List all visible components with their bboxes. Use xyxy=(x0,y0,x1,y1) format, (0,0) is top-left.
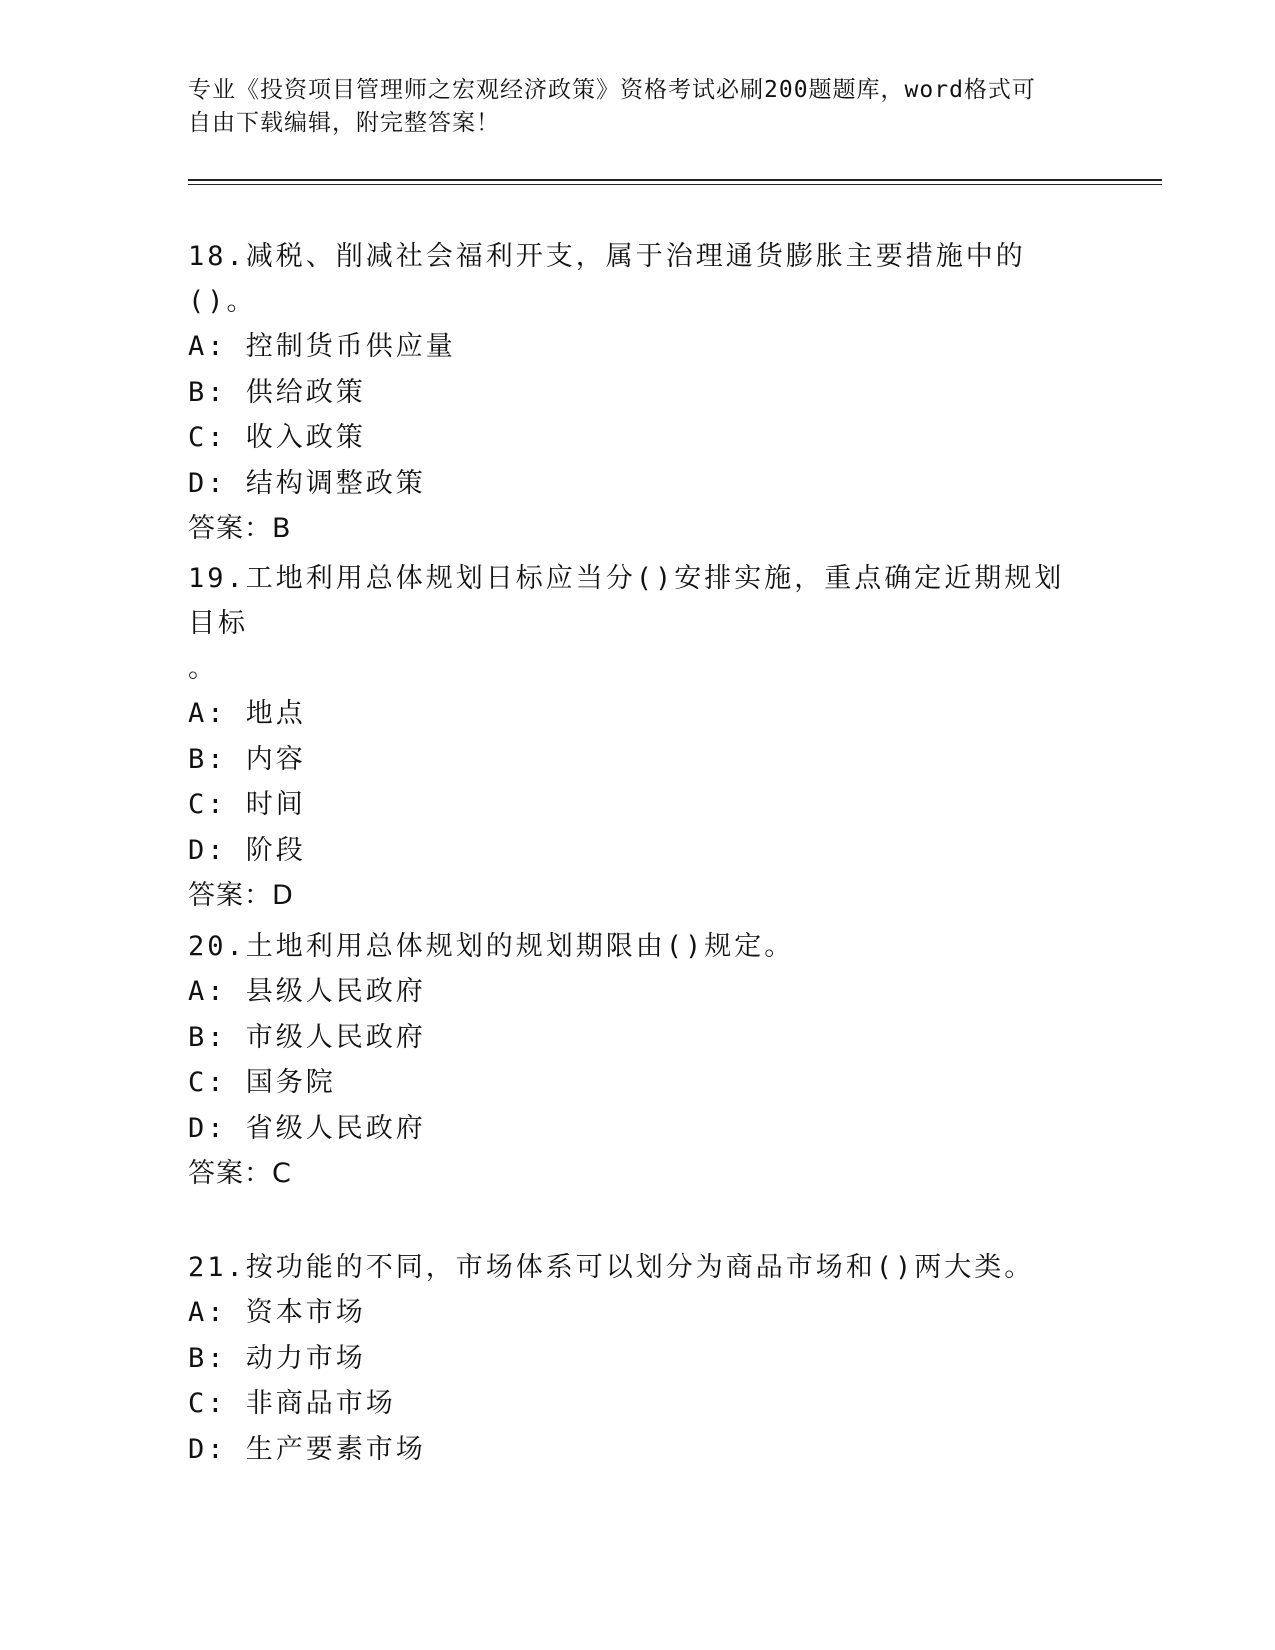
option-d: D: 生产要素市场 xyxy=(188,1433,426,1465)
option-c: C: 收入政策 xyxy=(188,422,366,453)
answer-line: 答案：C xyxy=(188,1158,292,1189)
option-b: B: 内容 xyxy=(188,743,306,775)
option-b: B: 动力市场 xyxy=(188,1342,366,1374)
question-21 xyxy=(188,1245,1088,1472)
document-header xyxy=(188,74,1088,140)
question-19 xyxy=(188,556,1088,919)
option-c: C: 国务院 xyxy=(188,1067,336,1098)
option-b: B: 市级人民政府 xyxy=(188,1021,426,1053)
question-stem: 19.工地利用总体规划日标应当分()安排实施，重点确定近期规划目标 xyxy=(188,563,1065,639)
answer-line: 答案：D xyxy=(188,880,294,911)
header-divider-thick xyxy=(188,179,1162,181)
question-18 xyxy=(188,234,1088,552)
question-20 xyxy=(188,924,1088,1197)
question-stem: 18.减税、削减社会福利开支，属于治理通货膨胀主要措施中的()。 xyxy=(188,241,1026,317)
option-c: C: 时间 xyxy=(188,789,306,820)
question-stem-continuation: 。 xyxy=(188,653,218,684)
answer-line: 答案：B xyxy=(188,513,292,544)
option-d: D: 阶段 xyxy=(188,834,306,866)
question-stem: 20.土地利用总体规划的规划期限由()规定。 xyxy=(188,931,795,962)
option-c: C: 非商品市场 xyxy=(188,1388,396,1419)
option-d: D: 结构调整政策 xyxy=(188,467,426,499)
question-stem: 21.按功能的不同，市场体系可以划分为商品市场和()两大类。 xyxy=(188,1252,1035,1283)
option-a: A: 资本市场 xyxy=(188,1297,366,1328)
option-a: A: 地点 xyxy=(188,698,306,729)
option-b: B: 供给政策 xyxy=(188,376,366,408)
header-divider-thin xyxy=(188,184,1162,185)
header-line-2: 自由下载编辑，附完整答案！ xyxy=(188,110,500,136)
option-d: D: 省级人民政府 xyxy=(188,1112,426,1144)
option-a: A: 控制货币供应量 xyxy=(188,331,456,362)
header-line-1: 专业《投资项目管理师之宏观经济政策》资格考试必刷200题题库，word格式可 xyxy=(188,77,1036,103)
option-a: A: 县级人民政府 xyxy=(188,976,426,1007)
